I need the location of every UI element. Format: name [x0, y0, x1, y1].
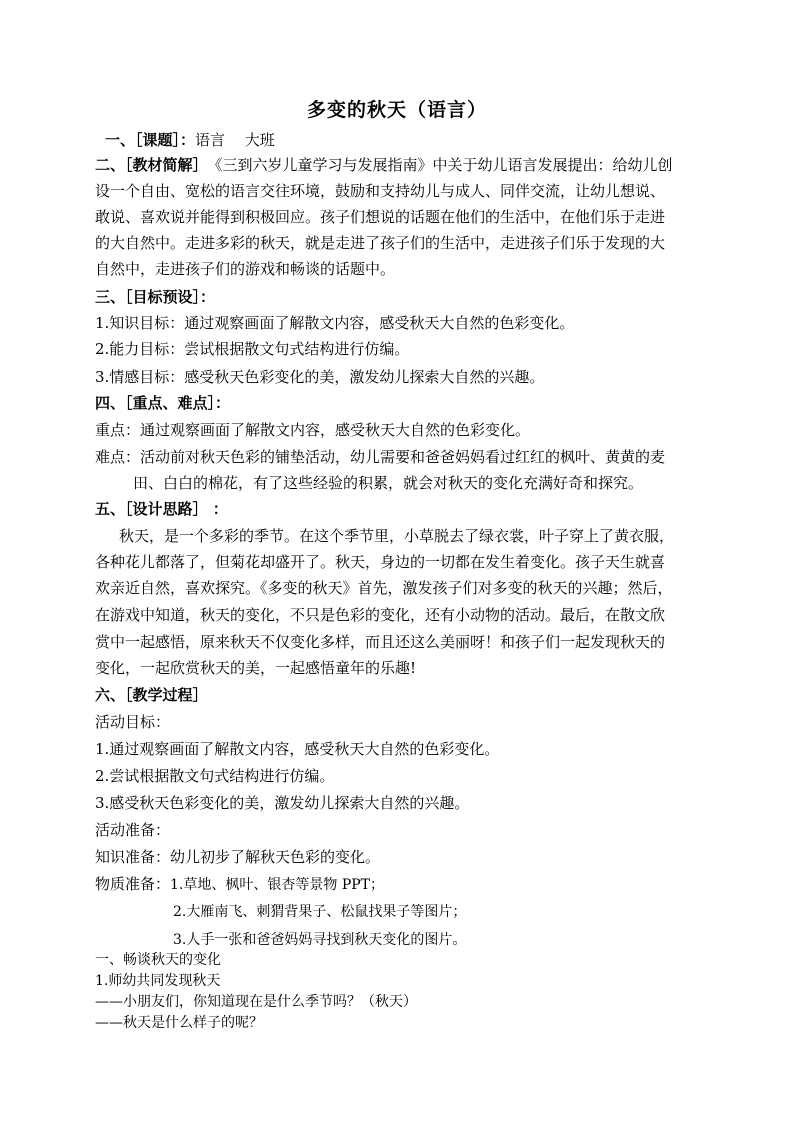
section-5-line-4: 在游戏中知道，秋天的变化，不只是色彩的变化，还有小动物的活动。最后，在散文欣: [95, 606, 666, 624]
section-2-text: 《三到六岁儿童学习与发展指南》中关于幼儿语言发展提出：给幼儿创: [200, 156, 673, 174]
section-5-line-2: 各种花儿都落了，但菊花却盛开了。秋天，身边的一切都在发生着变化。孩子天生就喜: [95, 553, 666, 571]
part-1-heading: 一、畅谈秋天的变化: [95, 952, 221, 968]
section-2-line-1: [95, 156, 673, 174]
section-2-line-5: 自然中，走进孩子们的游戏和畅谈的话题中。: [95, 260, 396, 278]
activity-goal-1: 1.通过观察画面了解散文内容，感受秋天大自然的色彩变化。: [95, 740, 500, 758]
section-4-line-2: 难点：活动前对秋天色彩的铺垫活动，幼儿需要和爸爸妈妈看过红红的枫叶、黄黄的麦: [95, 448, 666, 466]
material-item-1: 1.草地、枫叶、银杏等景物 PPT；: [170, 877, 385, 893]
section-3-heading: 三、［目标预设］：: [95, 288, 216, 306]
section-2-line-3: 敢说、喜欢说并能得到积极回应。孩子们想说的话题在他们的生活中，在他们乐于走进: [95, 208, 666, 226]
section-5-line-6: 变化，一起欣赏秋天的美，一起感悟童年的乐趣!: [95, 659, 417, 677]
activity-goals-label: 活动目标：: [95, 713, 171, 731]
section-4-line-3: 田、白白的棉花，有了这些经验的积累，就会对秋天的变化充满好奇和探究。: [133, 474, 644, 492]
part-1-subheading: 1.师幼共同发现秋天: [95, 973, 221, 989]
section-2-line-4: 的大自然中。走进多彩的秋天，就是走进了孩子们的生活中，走进孩子们乐于发现的大: [95, 234, 666, 252]
material-item-3: 3.人手一张和爸爸妈妈寻找到秋天变化的图片。: [173, 932, 467, 948]
material-prep-label: 物质准备：: [95, 875, 171, 893]
section-1: [105, 131, 275, 149]
activity-prep-label: 活动准备：: [95, 821, 171, 839]
activity-goal-3: 3.感受秋天色彩变化的美，激发幼儿探索大自然的兴趣。: [95, 794, 470, 812]
material-prep-line-1: [95, 875, 384, 894]
dialog-line-1: ——小朋友们，你知道现在是什么季节吗？（秋天）: [95, 994, 417, 1010]
dialog-line-2: ——秋天是什么样子的呢？: [95, 1015, 263, 1031]
section-3-item-2: 2.能力目标：尝试根据散文句式结构进行仿编。: [95, 340, 410, 358]
section-3-item-1: 1.知识目标：通过观察画面了解散文内容，感受秋天大自然的色彩变化。: [95, 314, 575, 332]
section-5-heading: 五、［设计思路］ ：: [95, 500, 228, 518]
section-5-line-1: 秋天，是一个多彩的季节。在这个季节里，小草脱去了绿衣裳，叶子穿上了黄衣服，: [119, 527, 675, 545]
section-6-heading: 六、［教学过程］: [95, 686, 208, 704]
document-title: 多变的秋天（语言）: [306, 99, 487, 121]
section-4-line-1: 重点：通过观察画面了解散文内容，感受秋天大自然的色彩变化。: [95, 421, 531, 439]
activity-goal-2: 2.尝试根据散文句式结构进行仿编。: [95, 767, 335, 785]
section-1-heading: 一、［课题］：: [105, 131, 196, 149]
material-item-2: 2.大雁南飞、刺猬背果子、松鼠找果子等图片；: [173, 904, 467, 920]
section-3-item-3: 3.情感目标：感受秋天色彩变化的美，激发幼儿探索大自然的兴趣。: [95, 368, 545, 386]
knowledge-prep: 知识准备：幼儿初步了解秋天色彩的变化。: [95, 848, 381, 866]
section-2-heading: 二、［教材简解］: [95, 156, 201, 174]
section-5-line-3: 欢亲近自然，喜欢探究。《多变的秋天》首先，激发孩子们对多变的秋天的兴趣；然后，: [95, 579, 673, 597]
section-4-heading: 四、［重点、难点］：: [95, 394, 231, 412]
section-5-line-5: 赏中一起感悟，原来秋天不仅变化多样，而且还这么美丽呀！和孩子们一起发现秋天的: [95, 633, 666, 651]
section-1-content: 语言 大班: [195, 131, 275, 149]
section-2-line-2: 设一个自由、宽松的语言交往环境，鼓励和支持幼儿与成人、同伴交流，让幼儿想说、: [95, 182, 666, 200]
